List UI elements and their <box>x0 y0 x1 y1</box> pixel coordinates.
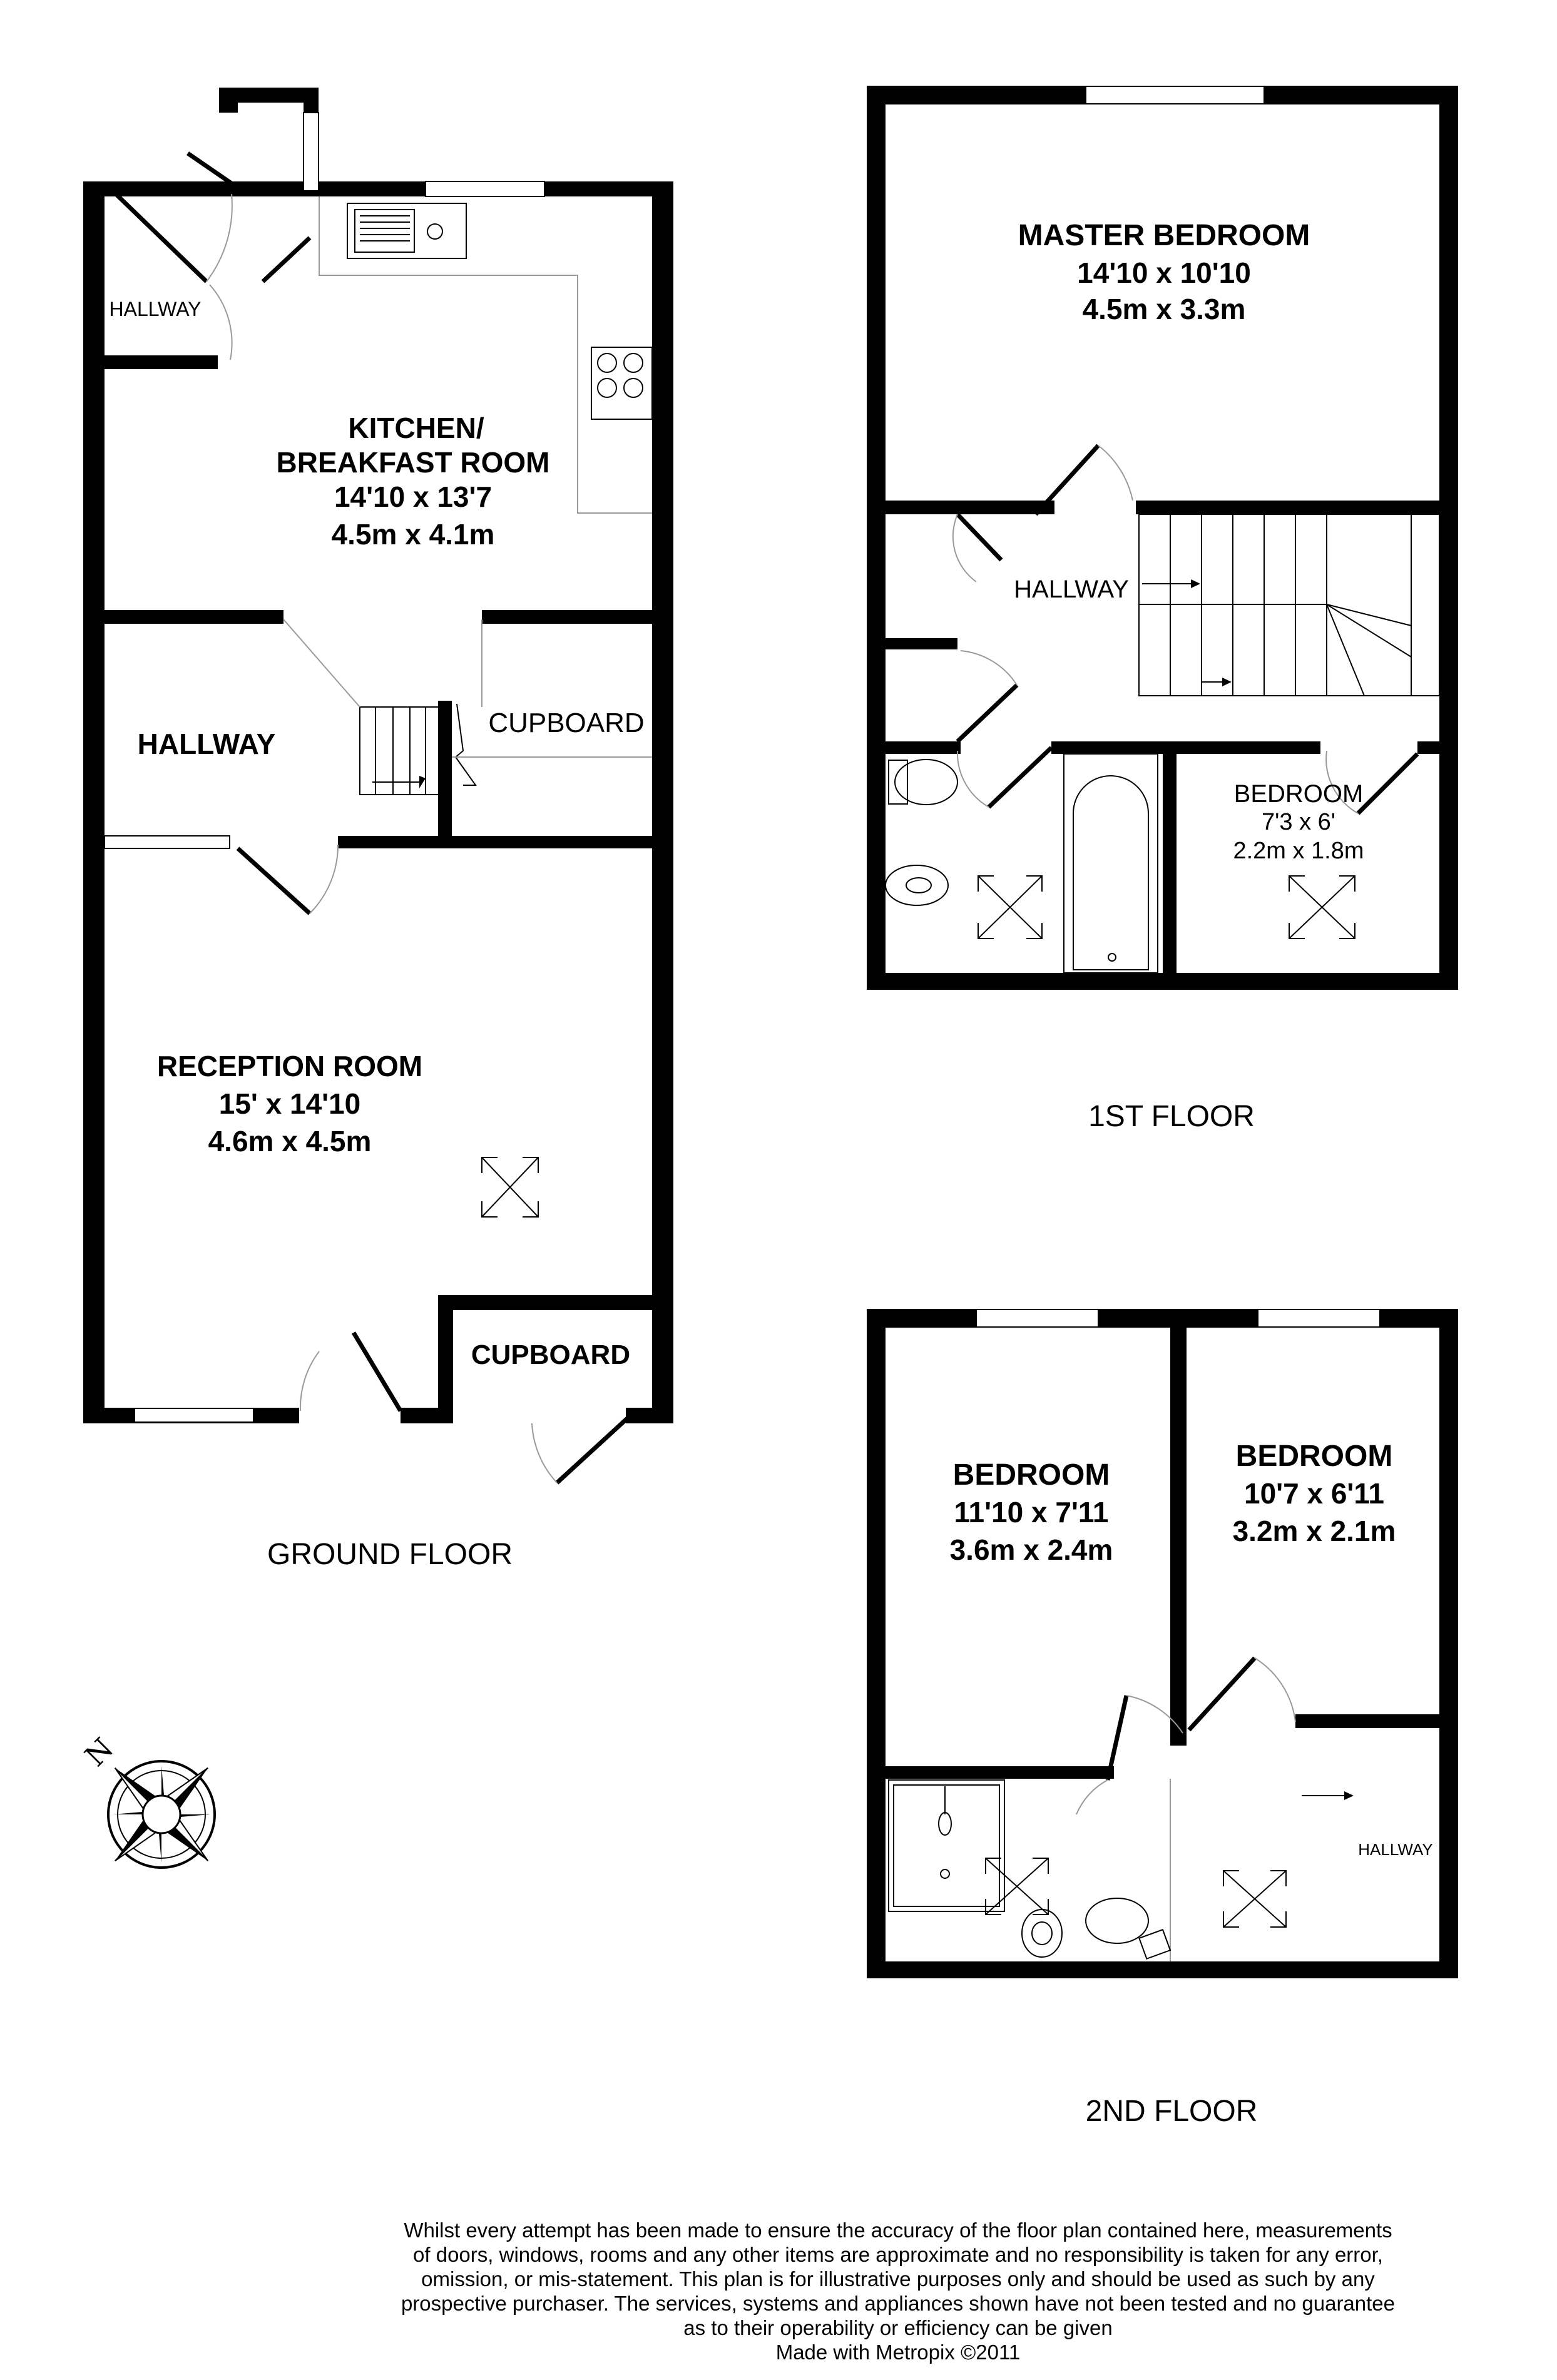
door <box>1108 1696 1126 1780</box>
door <box>1189 1658 1255 1730</box>
bathtub <box>1064 754 1158 973</box>
floor-marker <box>482 1157 538 1217</box>
master-bedroom-metric: 4.5m x 3.3m <box>1082 293 1246 325</box>
door <box>263 238 310 282</box>
second-floor-label: 2ND FLOOR <box>1085 2095 1258 2128</box>
door <box>957 685 1017 741</box>
cupboard-lower-label: CUPBOARD <box>471 1340 631 1370</box>
kitchen-imperial: 14'10 x 13'7 <box>334 481 493 513</box>
master-bedroom-imperial: 14'10 x 10'10 <box>1077 257 1251 289</box>
window <box>135 1408 253 1422</box>
reception-imperial: 15' x 14'10 <box>218 1087 361 1120</box>
door <box>354 1333 401 1411</box>
door <box>989 748 1051 807</box>
hallway-room-label: HALLWAY <box>137 728 276 760</box>
disclaimer-line: of doors, windows, rooms and any other items are approximate and no responsibility is taken for any error, <box>413 2243 1383 2266</box>
window <box>976 1310 1098 1327</box>
door <box>1036 445 1098 514</box>
floor-marker <box>978 876 1042 938</box>
reception-title: RECEPTION ROOM <box>156 1050 423 1082</box>
window <box>1086 86 1264 104</box>
credit-line: Made with Metropix ©2011 <box>775 2341 1021 2364</box>
bedroom-left-imperial: 11'10 x 7'11 <box>954 1496 1109 1528</box>
disclaimer-line: prospective purchaser. The services, systems and appliances shown have not been tested and no guarantee <box>401 2292 1396 2315</box>
door <box>1358 754 1417 813</box>
kitchen-metric: 4.5m x 4.1m <box>331 518 495 551</box>
door <box>238 848 310 913</box>
disclaimer <box>313 2218 1483 2364</box>
bedroom-imperial: 7'3 x 6' <box>1261 809 1336 835</box>
window <box>1258 1310 1380 1327</box>
sink <box>347 203 466 258</box>
hallway-label: HALLWAY <box>1358 1840 1433 1859</box>
bedroom-right-metric: 3.2m x 2.1m <box>1232 1515 1396 1547</box>
master-bedroom-title: MASTER BEDROOM <box>1018 219 1310 252</box>
hallway-label: HALLWAY <box>1014 576 1129 603</box>
door <box>957 514 1001 560</box>
kitchen-title: KITCHEN/ <box>348 412 484 444</box>
floor-marker <box>1289 876 1355 938</box>
window <box>426 181 544 196</box>
first-floor-label: 1ST FLOOR <box>1088 1100 1255 1133</box>
toilet <box>1086 1898 1170 1959</box>
second-floor-plan <box>867 1309 1458 2128</box>
staircase <box>360 704 476 795</box>
door <box>116 194 207 282</box>
toilet <box>889 760 957 805</box>
bedroom-right-imperial: 10'7 x 6'11 <box>1244 1477 1384 1510</box>
disclaimer-line: omission, or mis-statement. This plan is for illustrative purposes only and should be used as such by any <box>421 2267 1375 2291</box>
bedroom-left-title: BEDROOM <box>952 1458 1110 1492</box>
window <box>105 836 230 848</box>
bedroom-right-title: BEDROOM <box>1235 1440 1393 1473</box>
compass-icon <box>41 1694 255 1908</box>
door <box>557 1414 632 1483</box>
kitchen-title-2: BREAKFAST ROOM <box>276 446 550 479</box>
shower <box>889 1780 1004 1911</box>
window <box>304 113 319 191</box>
hob <box>591 347 652 419</box>
reception-metric: 4.6m x 4.5m <box>208 1125 372 1157</box>
ground-floor-plan <box>83 88 673 1571</box>
washbasin <box>1022 1910 1062 1957</box>
bedroom-metric: 2.2m x 1.8m <box>1233 838 1364 864</box>
bedroom-left-metric: 3.6m x 2.4m <box>949 1533 1113 1566</box>
washbasin <box>886 865 948 905</box>
first-floor-plan <box>867 86 1458 1133</box>
north-label: N <box>78 1731 120 1773</box>
floor-marker <box>986 1858 1048 1915</box>
hallway-label: HALLWAY <box>109 298 202 320</box>
disclaimer-line: Whilst every attempt has been made to ensure the accuracy of the floor plan contained here, measurements <box>404 2219 1392 2242</box>
bedroom-title: BEDROOM <box>1233 780 1364 808</box>
staircase <box>1139 514 1439 696</box>
ground-floor-label: GROUND FLOOR <box>267 1538 513 1571</box>
disclaimer-line: as to their operability or efficiency can be given <box>683 2316 1113 2339</box>
floor-marker <box>1223 1871 1286 1927</box>
cupboard-label: CUPBOARD <box>488 708 645 738</box>
